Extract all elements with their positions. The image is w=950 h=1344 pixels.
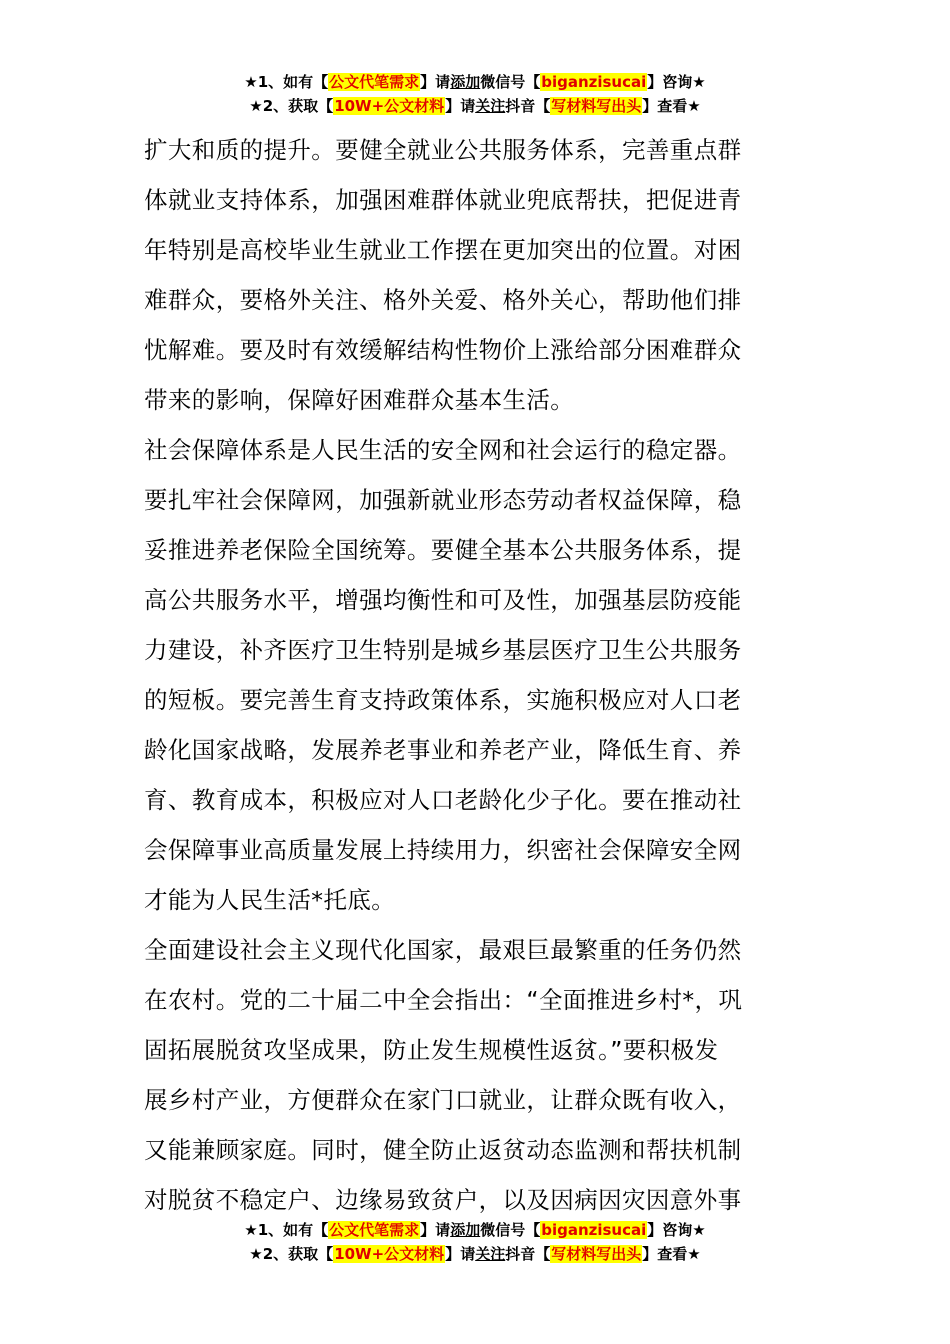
highlight-wechat-id: biganzisucai bbox=[541, 1221, 647, 1239]
banner-line-1: ★1、如有【公文代笔需求】请添加微信号【biganzisucai】咨询★ bbox=[244, 1221, 706, 1239]
banner-line-2: ★2、获取【10W+公文材料】请关注抖音【写材料写出头】查看★ bbox=[249, 1245, 701, 1263]
footer-banner bbox=[0, 1218, 950, 1266]
text-line: 龄化国家战略，发展养老事业和养老产业，降低生育、养 bbox=[144, 736, 742, 764]
text-line: 在农村。党的二十届二中全会指出：“全面推进乡村*，巩 bbox=[144, 986, 743, 1014]
document-body bbox=[144, 125, 808, 1225]
text-line: 又能兼顾家庭。同时，健全防止返贫动态监测和帮扶机制 bbox=[144, 1136, 742, 1164]
highlight-service: 公文代笔需求 bbox=[329, 73, 420, 91]
text-line: 才能为人民生活*托底。 bbox=[144, 886, 396, 914]
text-line: 带来的影响，保障好困难群众基本生活。 bbox=[144, 386, 575, 414]
text-line: 要扎牢社会保障网，加强新就业形态劳动者权益保障，稳 bbox=[144, 486, 742, 514]
text-line: 的短板。要完善生育支持政策体系，实施积极应对人口老 bbox=[144, 686, 742, 714]
highlight-douyin: 写材料写出头 bbox=[551, 1245, 642, 1263]
highlight-service: 公文代笔需求 bbox=[329, 1221, 420, 1239]
text-line: 对脱贫不稳定户、边缘易致贫户，以及因病因灾因意外事 bbox=[144, 1186, 742, 1214]
highlight-materials: 10W+公文材料 bbox=[334, 97, 445, 115]
highlight-douyin: 写材料写出头 bbox=[551, 97, 642, 115]
text-line: 高公共服务水平，增强均衡性和可及性，加强基层防疫能 bbox=[144, 586, 742, 614]
text-line: 扩大和质的提升。要健全就业公共服务体系，完善重点群 bbox=[144, 136, 742, 164]
text-line: 展乡村产业，方便群众在家门口就业，让群众既有收入， bbox=[144, 1086, 742, 1114]
text-line: 体就业支持体系，加强困难群体就业兜底帮扶，把促进青 bbox=[144, 186, 742, 214]
text-line: 忧解难。要及时有效缓解结构性物价上涨给部分困难群众 bbox=[144, 336, 742, 364]
text-line: 会保障事业高质量发展上持续用力，织密社会保障安全网 bbox=[144, 836, 742, 864]
text-line: 育、教育成本，积极应对人口老龄化少子化。要在推动社 bbox=[144, 786, 742, 814]
text-line: 妥推进养老保险全国统筹。要健全基本公共服务体系，提 bbox=[144, 536, 742, 564]
text-line: 难群众，要格外关注、格外关爱、格外关心，帮助他们排 bbox=[144, 286, 742, 314]
banner-line-1: ★1、如有【公文代笔需求】请添加微信号【biganzisucai】咨询★ bbox=[244, 73, 706, 91]
text-line: 年特别是高校毕业生就业工作摆在更加突出的位置。对困 bbox=[144, 236, 742, 264]
banner-line-2: ★2、获取【10W+公文材料】请关注抖音【写材料写出头】查看★ bbox=[249, 97, 701, 115]
text-line: 固拓展脱贫攻坚成果，防止发生规模性返贫。”要积极发 bbox=[144, 1036, 719, 1064]
text-line: 社会保障体系是人民生活的安全网和社会运行的稳定器。 bbox=[144, 436, 742, 464]
header-banner bbox=[0, 70, 950, 118]
text-line: 力建设，补齐医疗卫生特别是城乡基层医疗卫生公共服务 bbox=[144, 636, 742, 664]
text-line: 全面建设社会主义现代化国家，最艰巨最繁重的任务仍然 bbox=[144, 936, 742, 964]
highlight-materials: 10W+公文材料 bbox=[334, 1245, 445, 1263]
highlight-wechat-id: biganzisucai bbox=[541, 73, 647, 91]
